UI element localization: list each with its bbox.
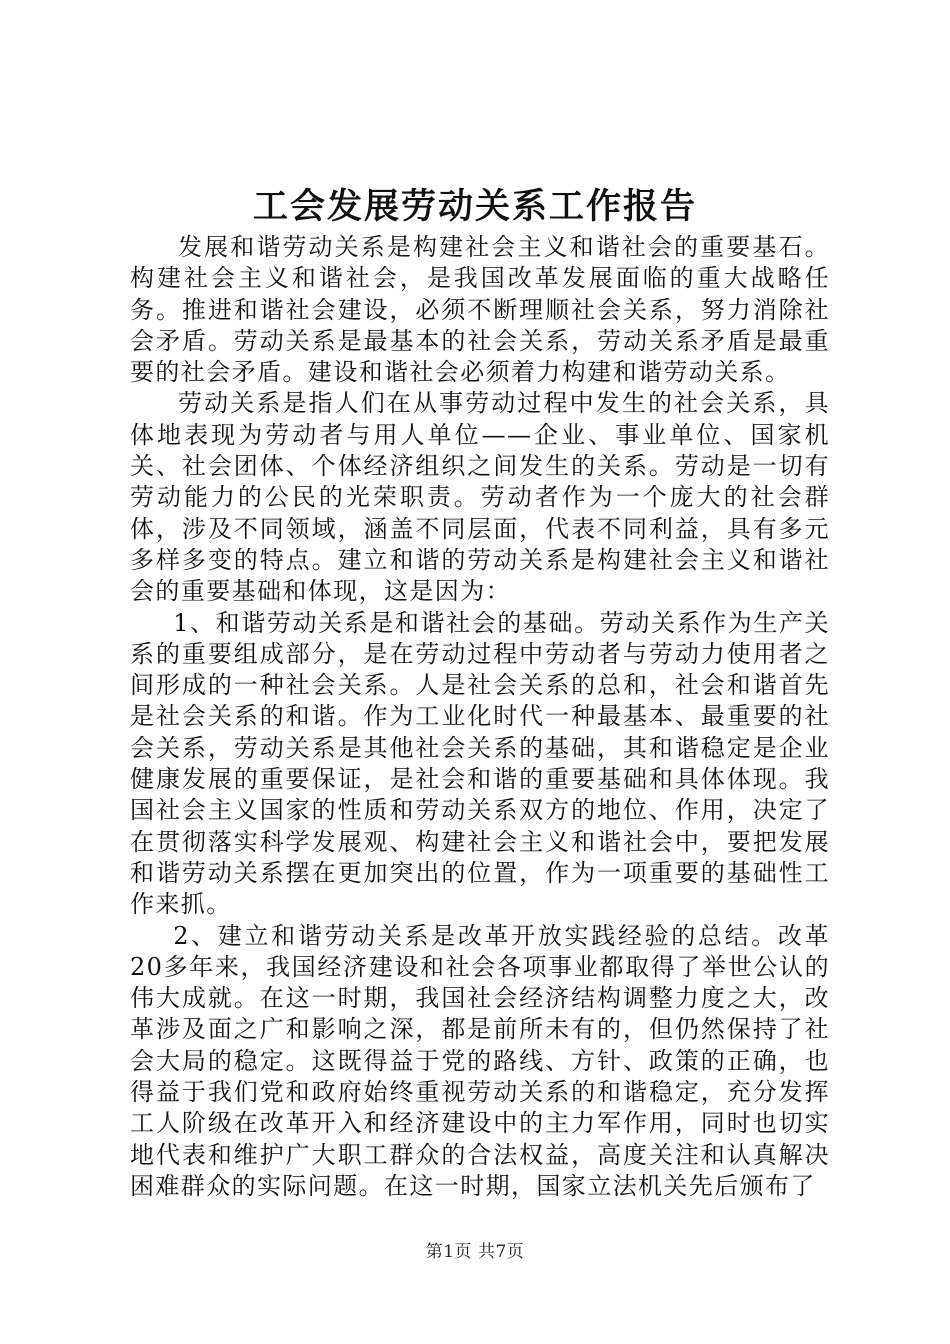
paragraph-point-2: 2、建立和谐劳动关系是改革开放实践经验的总结。改革20多年来，我国经济建设和社会各项事业都取得了举世公认的伟大成就。在这一时期，我国社会经济结构调整力度之大，改革涉及面之广和影响之深，都是前所未有的，但仍然保持了社会大局的稳定。这既得益于党的路线、方针、政策的正确，也得益于我们党和政府始终重视劳动关系的和谐稳定，充分发挥工人阶级在改革开入和经济建设中的主力军作用，同时也切实地代表和维护广大职工群众的合法权益，高度关注和认真解决困难群众的实际问题。在这一时期，国家立法机关先后颁布了 <box>130 921 830 1200</box>
paragraph-definition: 劳动关系是指人们在从事劳动过程中发生的社会关系，具体地表现为劳动者与用人单位——企业、事业单位、国家机关、社会团体、个体经济组织之间发生的关系。劳动是一切有劳动能力的公民的光荣职责。劳动者作为一个庞大的社会群体，涉及不同领域，涵盖不同层面，代表不同利益，具有多元多样多变的特点。建立和谐的劳动关系是构建社会主义和谐社会的重要基础和体现，这是因为： <box>130 389 830 606</box>
document-title: 工会发展劳动关系工作报告 <box>252 186 697 227</box>
document-body <box>130 232 830 1202</box>
paragraph-point-1: 1、和谐劳动关系是和谐社会的基础。劳动关系作为生产关系的重要组成部分，是在劳动过程中劳动者与劳动力使用者之间形成的一种社会关系。人是社会关系的总和，社会和谐首先是社会关系的和谐。作为工业化时代一种最基本、最重要的社会关系，劳动关系是其他社会关系的基础，其和谐稳定是企业健康发展的重要保证，是社会和谐的重要基础和具体体现。我国社会主义国家的性质和劳动关系双方的地位、作用，决定了在贯彻落实科学发展观、构建社会主义和谐社会中，要把发展和谐劳动关系摆在更加突出的位置，作为一项重要的基础性工作来抓。 <box>130 608 830 919</box>
page-number-footer: 第1页 共7页 <box>425 1242 525 1262</box>
paragraph-intro: 发展和谐劳动关系是构建社会主义和谐社会的重要基石。构建社会主义和谐社会，是我国改革发展面临的重大战略任务。推进和谐社会建设，必须不断理顺社会关系，努力消除社会矛盾。劳动关系是最基本的社会关系，劳动关系矛盾是最重要的社会矛盾。建设和谐社会必须着力构建和谐劳动关系。 <box>130 233 830 387</box>
